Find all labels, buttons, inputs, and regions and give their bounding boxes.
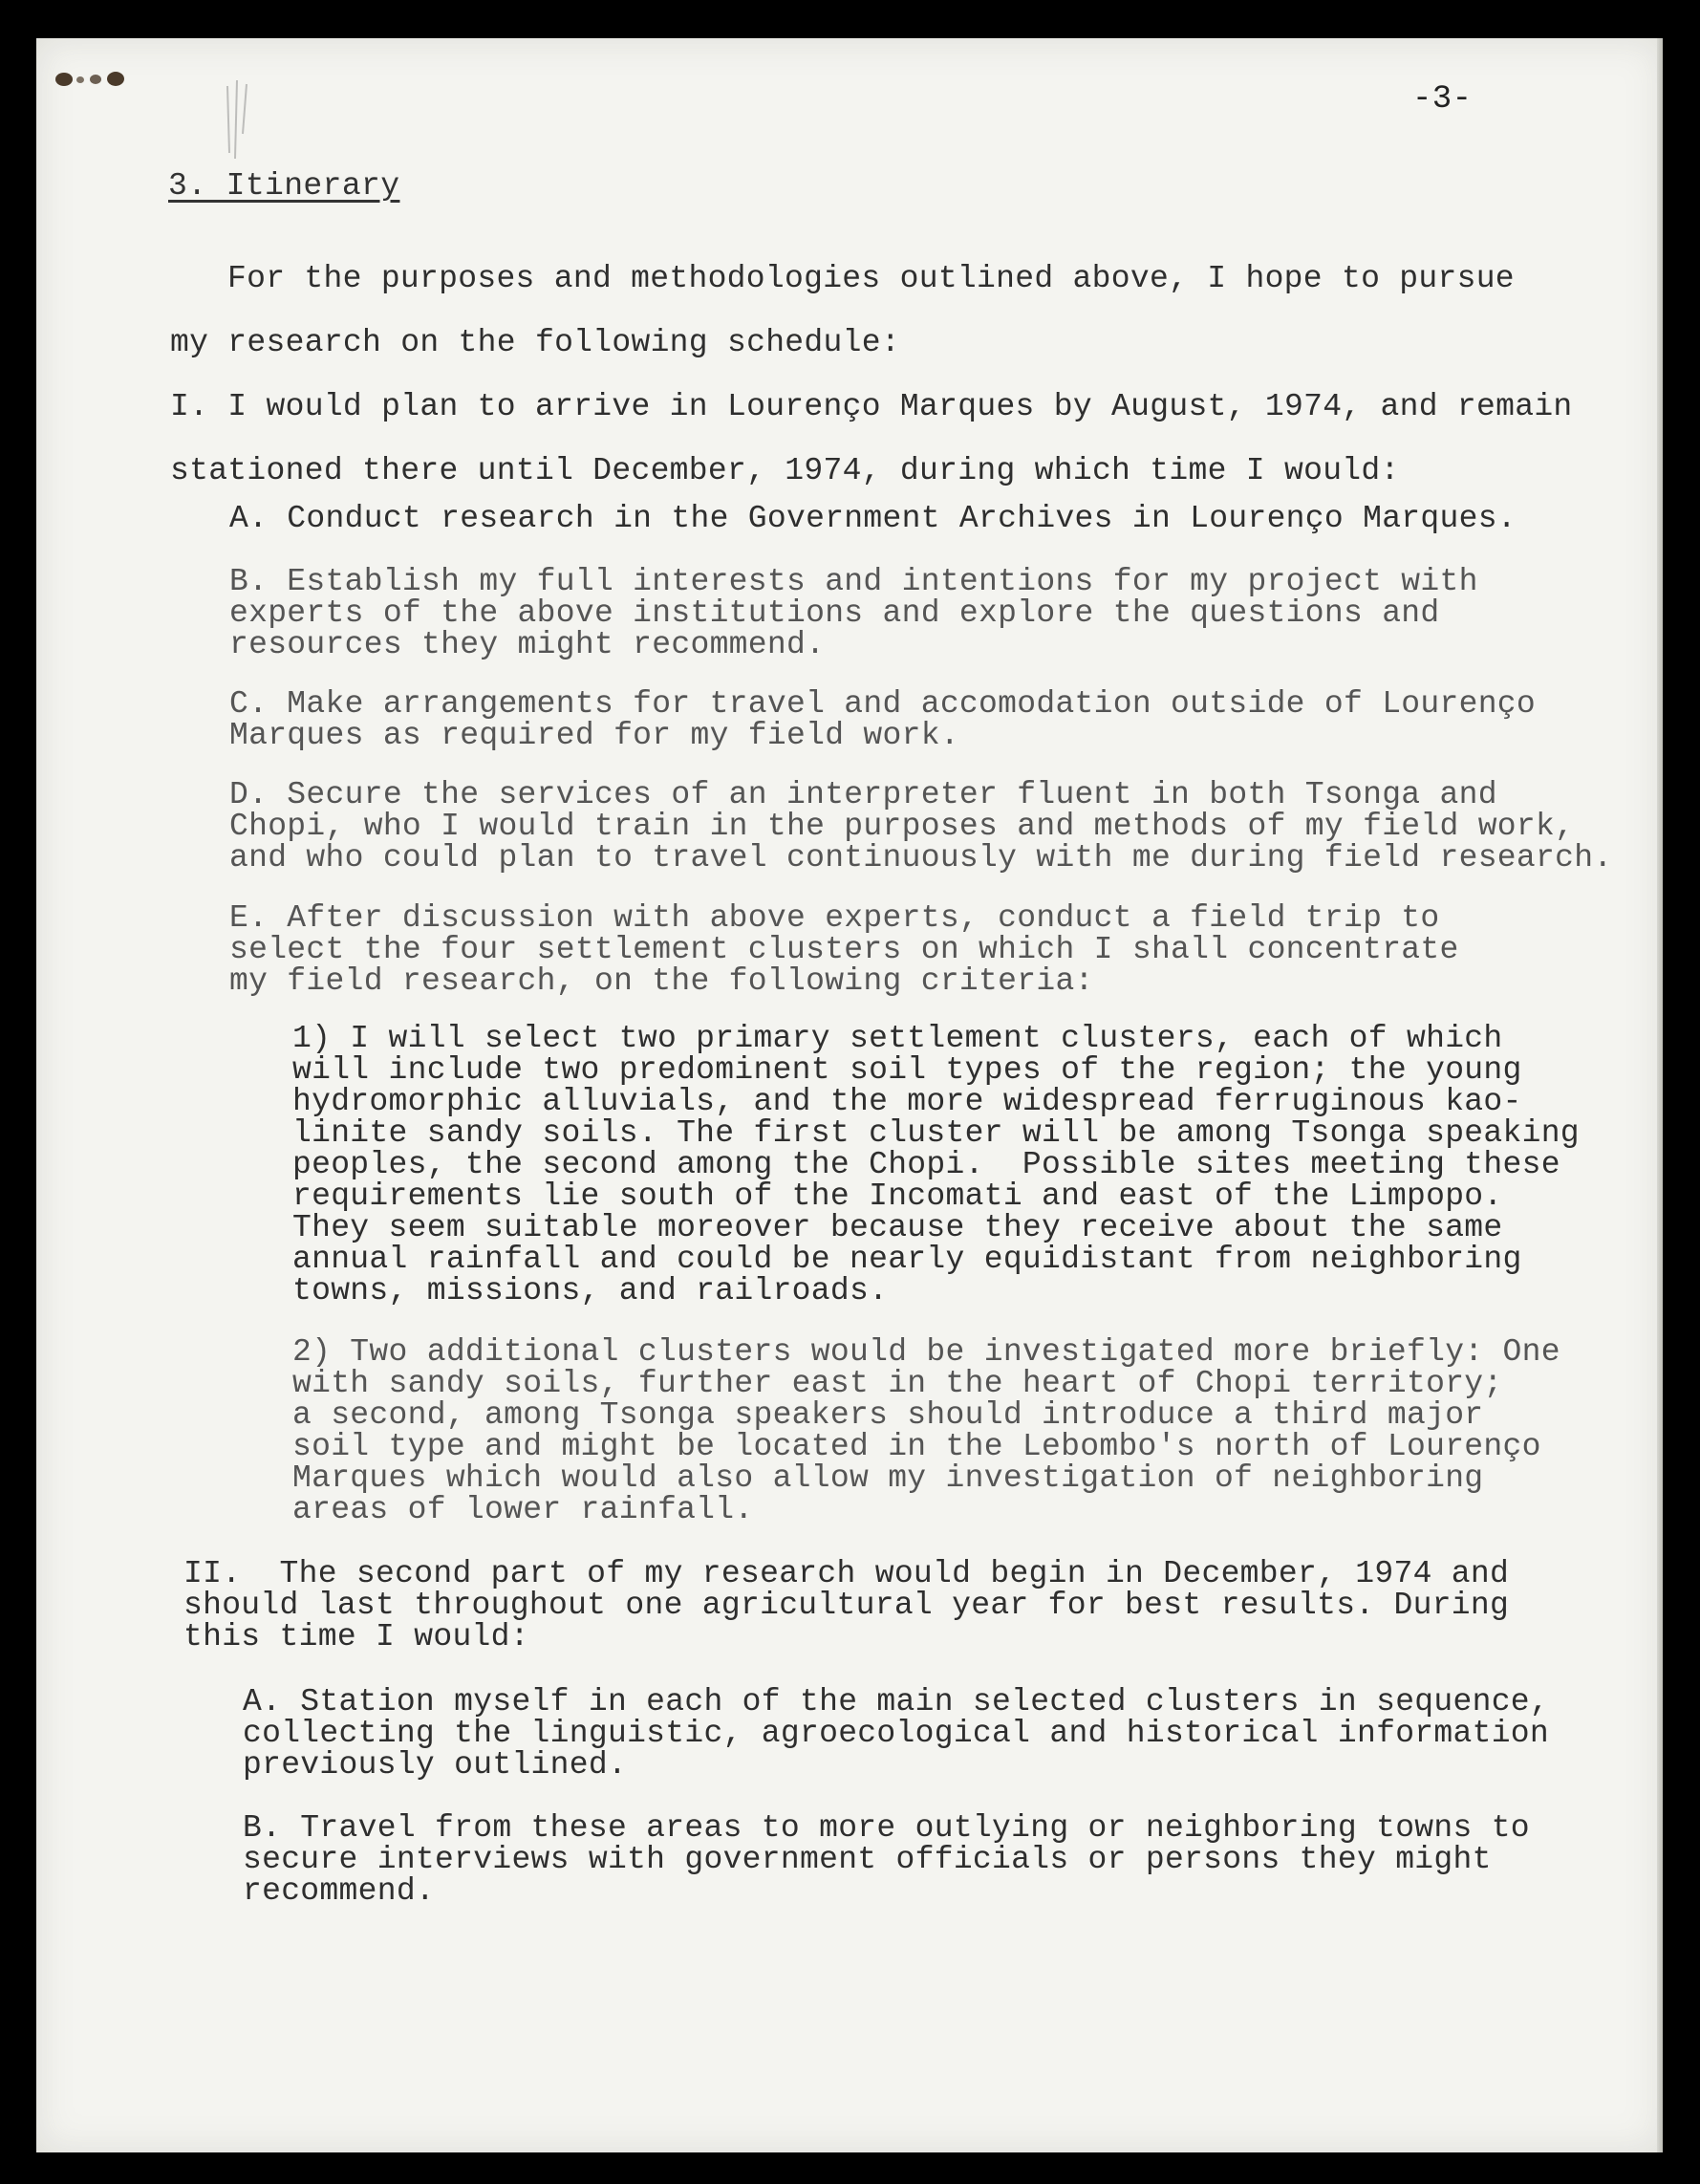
item-b [229, 566, 1478, 660]
rust-stain [55, 69, 130, 90]
text-line: resources they might recommend. [229, 627, 826, 662]
item-e [229, 902, 1459, 997]
text-line: I. I would plan to arrive in Lourenço Marques by August, 1974, and remain [170, 389, 1573, 424]
text-line: select the four settlement clusters on which I shall concentrate [229, 932, 1459, 967]
document-page [36, 38, 1663, 2152]
text-line: stationed there until December, 1974, during which time I would: [170, 453, 1400, 488]
text-line: peoples, the second among the Chopi. Possible sites meeting these [292, 1147, 1560, 1182]
text-line: collecting the linguistic, agroecological and historical information [243, 1716, 1550, 1751]
text-line: 2) Two additional clusters would be investigated more briefly: One [292, 1334, 1560, 1370]
section-heading: 3. Itinerary [168, 168, 400, 204]
pencil-mark [224, 76, 252, 162]
text-line: annual rainfall and could be nearly equidistant from neighboring [292, 1242, 1522, 1277]
text-line: experts of the above institutions and explore the questions and [229, 595, 1440, 631]
text-line: B. Establish my full interests and intentions for my project with [229, 564, 1478, 599]
part-two [183, 1558, 1509, 1653]
text-line: For the purposes and methodologies outlined above, I hope to pursue [227, 261, 1515, 296]
criterion-1 [292, 1023, 1580, 1307]
text-line: Marques as required for my field work. [229, 718, 959, 753]
item-a [229, 503, 1517, 534]
text-line: my field research, on the following criteria: [229, 963, 1094, 999]
text-line: E. After discussion with above experts, conduct a field trip to [229, 900, 1440, 936]
text-line: A. Station myself in each of the main selected clusters in sequence, [243, 1684, 1550, 1719]
part-one-intro [170, 375, 1573, 503]
text-line: II. The second part of my research would begin in December, 1974 and [183, 1556, 1510, 1591]
text-line: recommend. [243, 1873, 436, 1909]
text-line: They seem suitable moreover because they receive about the same [292, 1210, 1503, 1245]
text-line: areas of lower rainfall. [292, 1492, 754, 1527]
text-line: C. Make arrangements for travel and accomodation outside of Lourenço [229, 686, 1537, 722]
part-two-item-a [243, 1686, 1549, 1781]
text-line: Marques which would also allow my investigation of neighboring [292, 1460, 1484, 1496]
criterion-2 [292, 1336, 1560, 1525]
page-number: -3- [1412, 81, 1473, 118]
text-line: my research on the following schedule: [170, 325, 900, 360]
item-c [229, 688, 1536, 751]
text-line: towns, missions, and railroads. [292, 1273, 889, 1308]
text-line: B. Travel from these areas to more outlying or neighboring towns to [243, 1810, 1530, 1846]
text-line: linite sandy soils. The first cluster will be among Tsonga speaking [292, 1115, 1580, 1151]
item-d [229, 779, 1612, 874]
text-line: will include two predominent soil types of the region; the young [292, 1052, 1522, 1088]
text-line: with sandy soils, further east in the heart of Chopi territory; [292, 1366, 1503, 1401]
part-two-item-b [243, 1812, 1530, 1907]
text-line: 1) I will select two primary settlement clusters, each of which [292, 1021, 1503, 1056]
intro-paragraph [227, 247, 1515, 311]
text-line: a second, among Tsonga speakers should introduce a third major [292, 1397, 1484, 1433]
text-line: soil type and might be located in the Lebombo's north of Lourenço [292, 1429, 1541, 1464]
text-line: hydromorphic alluvials, and the more widespread ferruginous kao- [292, 1084, 1522, 1119]
text-line: Chopi, who I would train in the purposes and methods of my field work, [229, 809, 1575, 844]
text-line: D. Secure the services of an interpreter fluent in both Tsonga and [229, 777, 1497, 812]
text-line: and who could plan to travel continuously with me during field research. [229, 840, 1613, 876]
text-line: should last throughout one agricultural year for best results. During [183, 1588, 1510, 1623]
text-line: A. Conduct research in the Government Archives in Lourenço Marques. [229, 501, 1517, 536]
text-line: requirements lie south of the Incomati and east of the Limpopo. [292, 1178, 1503, 1214]
intro-paragraph-cont [170, 311, 900, 375]
text-line: previously outlined. [243, 1747, 628, 1783]
text-line: this time I would: [183, 1619, 529, 1654]
text-line: secure interviews with government officials or persons they might [243, 1842, 1492, 1877]
